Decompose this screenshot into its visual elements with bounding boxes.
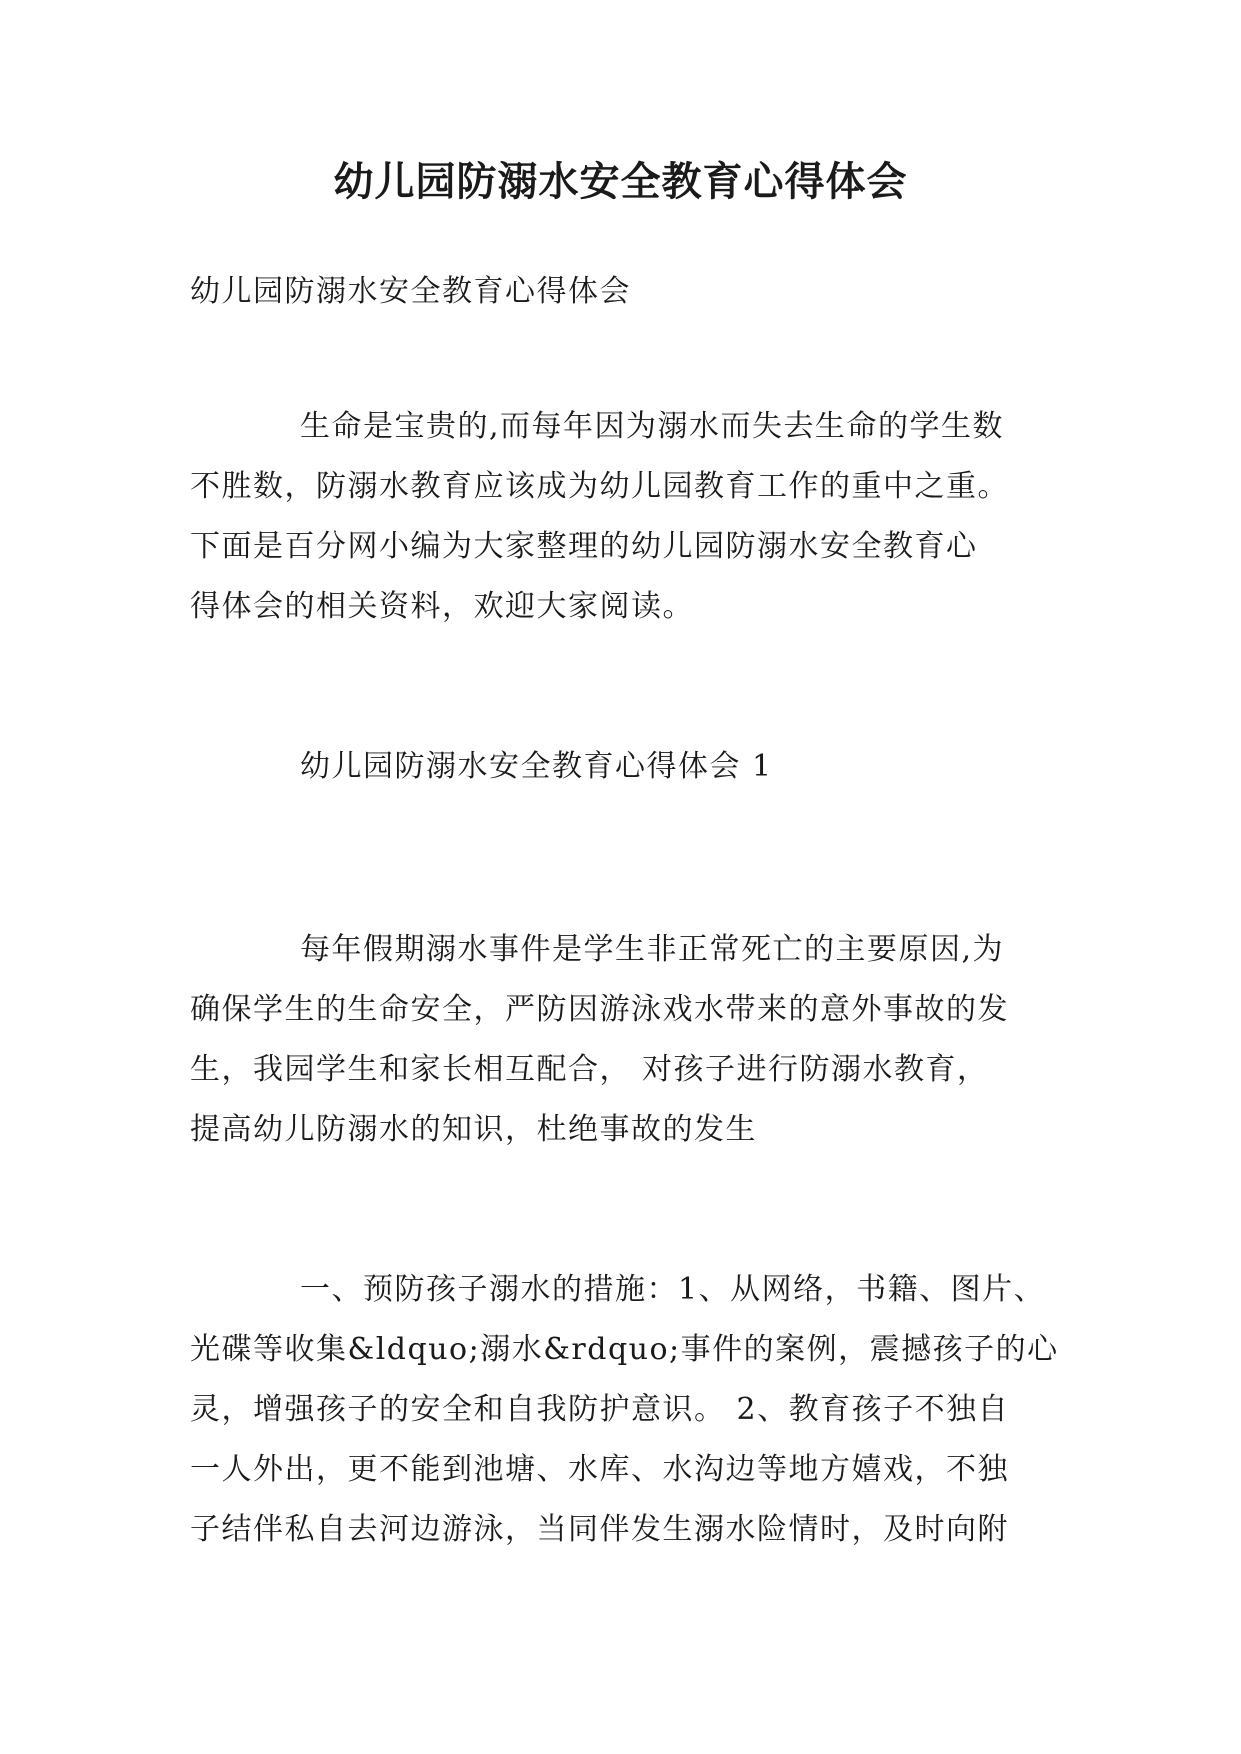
intro-line-3: 下面是百分网小编为大家整理的幼儿园防溺水安全教育心	[190, 529, 978, 564]
section-heading-text: 幼儿园防溺水安全教育心得体会 1	[300, 749, 773, 784]
paragraph-2-line-4: 一人外出，更不能到池塘、水库、水沟边等地方嬉戏，不独	[190, 1452, 1009, 1487]
paragraph-1-line-2: 确保学生的生命安全，严防因游泳戏水带来的意外事故的发	[190, 992, 1009, 1027]
paragraph-1-line-4: 提高幼儿防溺水的知识，杜绝事故的发生	[190, 1112, 757, 1147]
paragraph-1	[190, 920, 1090, 1160]
paragraph-2-line-2: 光碟等收集&ldquo;溺水&rdquo;事件的案例，震撼孩子的心	[190, 1332, 1059, 1367]
paragraph-1-line-1: 每年假期溺水事件是学生非正常死亡的主要原因,为	[300, 932, 1005, 967]
intro-line-1: 生命是宝贵的,而每年因为溺水而失去生命的学生数	[300, 409, 1005, 444]
intro-paragraph	[190, 397, 1090, 637]
paragraph-1-line-3: 生，我园学生和家长相互配合， 对孩子进行防溺水教育，	[190, 1052, 989, 1087]
section-heading	[190, 737, 1090, 797]
paragraph-2	[190, 1260, 1090, 1560]
intro-line-4: 得体会的相关资料，欢迎大家阅读。	[190, 589, 694, 624]
document-title: 幼儿园防溺水安全教育心得体会	[333, 158, 908, 205]
paragraph-2-line-1: 一、预防孩子溺水的措施：1、从网络，书籍、图片、	[300, 1272, 1046, 1307]
subtitle-line: 幼儿园防溺水安全教育心得体会	[190, 274, 631, 309]
paragraph-2-line-5: 子结伴私自去河边游泳，当同伴发生溺水险情时，及时向附	[190, 1512, 1009, 1547]
intro-line-2: 不胜数，防溺水教育应该成为幼儿园教育工作的重中之重。	[190, 469, 1009, 504]
paragraph-2-line-3: 灵，增强孩子的安全和自我防护意识。 2、教育孩子不独自	[190, 1392, 1010, 1427]
document-subtitle	[190, 262, 1090, 322]
